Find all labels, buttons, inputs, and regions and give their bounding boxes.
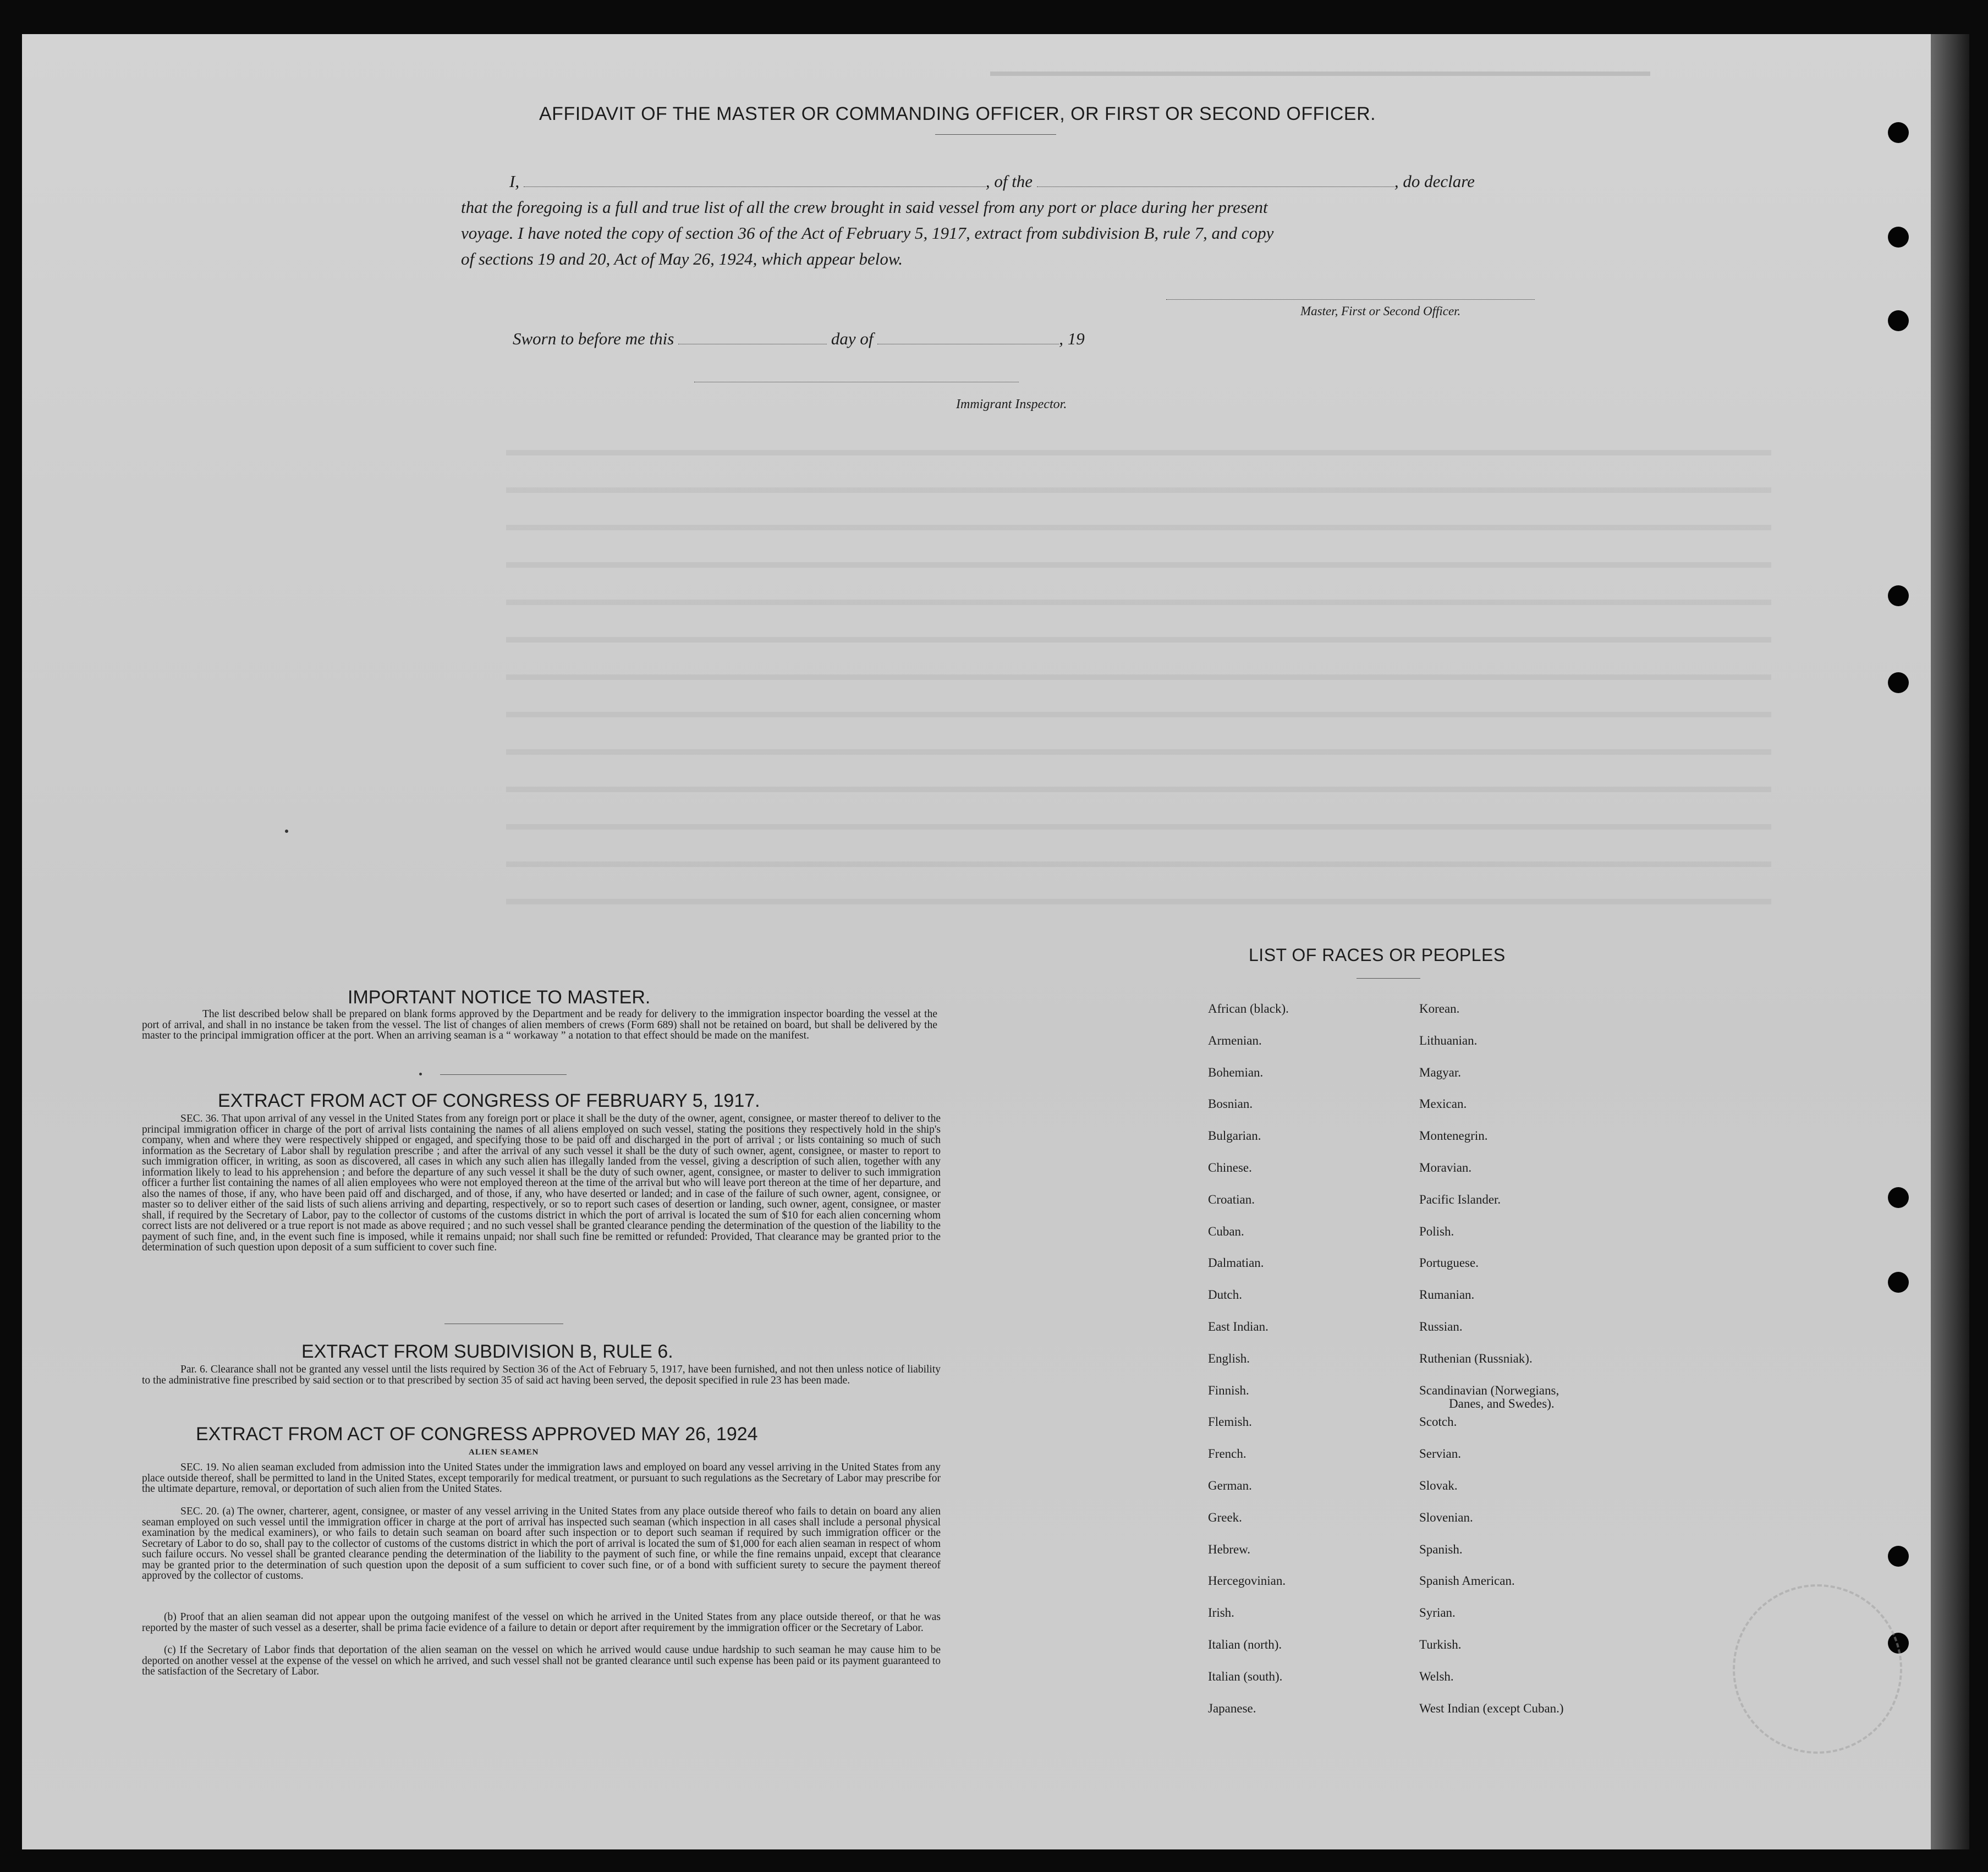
race-item: Armenian. xyxy=(1208,1033,1262,1047)
affidavit-declaration-line xyxy=(509,168,1546,194)
binder-hole xyxy=(1888,310,1909,331)
inspector-label: Immigrant Inspector. xyxy=(956,397,1067,411)
race-item: Bosnian. xyxy=(1208,1097,1253,1111)
race-item: Flemish. xyxy=(1208,1415,1252,1429)
binder-hole xyxy=(1888,227,1909,248)
signature-line[interactable] xyxy=(1166,299,1535,300)
race-item: Servian. xyxy=(1419,1447,1462,1461)
extract-1924-sec20a: SEC. 20. (a) The owner, charterer, agent, consignee, or master of any vessel arriving in the United States from any place outside thereof who fails to detain on board any alien seaman employed on such vessel until the immigration officer in charge at the port of arrival has inspected such seaman (which inspection in all cases shall include a personal physical examination by the medical examiners), or who fails to detain such seaman on board after such inspection or to deport such seaman if required by such immigration officer or the Secretary of Labor to do so, shall pay to the collector of customs of the customs district in which the port of arrival is located the sum of $1,000 for each alien seaman in respect of whom such failure occurs. No vessel shall be granted clearance pending the determination of the liability to the payment of such fine, or while the fine remains unpaid, except that clearance may be granted prior to the determination of such question upon the deposit of a sum sufficient to cover such fine, or of a bond with sufficient surety to secure the payment thereof approved by the collector of customs. xyxy=(142,1506,941,1582)
races-title: LIST OF RACES OR PEOPLES xyxy=(1249,945,1506,965)
affidavit-title: AFFIDAVIT OF THE MASTER OR COMMANDING OFFICER, OR FIRST OR SECOND OFFICER. xyxy=(539,103,1376,124)
race-item: Slovenian. xyxy=(1419,1510,1473,1524)
sworn-prefix: Sworn to before me this xyxy=(513,329,674,348)
extract-1924-title: EXTRACT FROM ACT OF CONGRESS APPROVED MAY 26, 1924 xyxy=(196,1424,758,1445)
extract-1924-sec20c: (c) If the Secretary of Labor finds that deportation of the alien seaman on the vessel on which he arrived would cause undue hardship to such seaman he may cause him to be deported on another vessel at the expense of the vessel on which he arrived, and such vessel shall not be granted clearance until such expense has been paid or its payment guaranteed to the satisfaction of the Secretary of Labor. xyxy=(142,1644,941,1677)
affidavit-body-line-3: of sections 19 and 20, Act of May 26, 1924, which appear below. xyxy=(461,249,903,268)
race-item: Hebrew. xyxy=(1208,1542,1251,1556)
bleed-through-mark xyxy=(990,72,1650,96)
page-edge-shadow xyxy=(1931,34,1969,1849)
race-item: Rumanian. xyxy=(1419,1288,1475,1302)
binder-hole xyxy=(1888,585,1909,606)
race-item: Irish. xyxy=(1208,1606,1234,1620)
race-item: West Indian (except Cuban.) xyxy=(1419,1701,1564,1715)
stray-mark xyxy=(285,830,288,833)
race-item: Polish. xyxy=(1419,1224,1454,1238)
notice-divider xyxy=(440,1074,567,1075)
race-item-first-line: Scandinavian (Norwegians, xyxy=(1419,1383,1559,1397)
race-item: Ruthenian (Russniak). xyxy=(1419,1351,1533,1365)
race-item: Scotch. xyxy=(1419,1415,1457,1429)
race-item: Montenegrin. xyxy=(1419,1129,1488,1143)
sworn-year: , 19 xyxy=(1059,329,1085,348)
race-item: Russian. xyxy=(1419,1319,1463,1333)
race-item: Turkish. xyxy=(1419,1637,1462,1651)
race-item: Italian (north). xyxy=(1208,1637,1282,1651)
notice-title: IMPORTANT NOTICE TO MASTER. xyxy=(348,987,651,1008)
race-item: Pacific Islander. xyxy=(1419,1192,1501,1206)
race-item: Japanese. xyxy=(1208,1701,1256,1715)
name-blank[interactable] xyxy=(524,173,986,187)
race-item: Dutch. xyxy=(1208,1288,1242,1302)
declaration-i: I, xyxy=(509,172,520,191)
rule-6-text: Par. 6. Clearance shall not be granted any vessel until the lists required by Section 36 of the Act of February 5, 1917, have been furnished, and not then unless notice of liability to the administrative fine prescribed by said section or to that prescribed by section 35 of said act having been served, the deposit specified in rule 23 has been made. xyxy=(142,1364,941,1386)
race-item: Lithuanian. xyxy=(1419,1033,1478,1047)
signature-label: Master, First or Second Officer. xyxy=(1300,304,1461,318)
month-blank[interactable] xyxy=(877,331,1059,344)
rule-6-title: EXTRACT FROM SUBDIVISION B, RULE 6. xyxy=(301,1341,673,1362)
race-item: Mexican. xyxy=(1419,1097,1467,1111)
extract-1917-title: EXTRACT FROM ACT OF CONGRESS OF FEBRUARY 5, 1917. xyxy=(218,1090,760,1111)
notice-text: The list described below shall be prepared on blank forms approved by the Department and be ready for delivery to the immigration inspector boarding the vessel at the port of arrival, and shall in no instance be taken from the vessel. The list of changes of alien members of crews (Form 689) shall not be retained on board, but shall be delivered by the master to the principal immigration officer at the port. When an arriving seaman is a “ workaway ” a notation to that effect should be made on the manifest. xyxy=(142,1008,937,1041)
race-item: Italian (south). xyxy=(1208,1669,1283,1683)
race-item: Bulgarian. xyxy=(1208,1129,1261,1143)
race-item: Cuban. xyxy=(1208,1224,1244,1238)
race-item: Chinese. xyxy=(1208,1160,1252,1174)
sworn-line xyxy=(513,329,1085,349)
race-item: Korean. xyxy=(1419,1002,1460,1015)
race-item: English. xyxy=(1208,1351,1250,1365)
extract-1924-sec19: SEC. 19. No alien seaman excluded from admission into the United States under the immigration laws and employed on board any vessel arriving in the United States from any place outside thereof, shall be permitted to land in the United States, except temporarily for medical treatment, or pursuant to such regulations as the Secretary of Labor may prescribe for the ultimate departure, removal, or deportation of such alien from the United States. xyxy=(142,1462,941,1495)
binder-hole xyxy=(1888,1272,1909,1293)
race-item: Welsh. xyxy=(1419,1669,1454,1683)
race-item: East Indian. xyxy=(1208,1319,1268,1333)
race-item: Bohemian. xyxy=(1208,1065,1264,1079)
race-item: Moravian. xyxy=(1419,1160,1472,1174)
binder-hole xyxy=(1888,1187,1909,1208)
extract-1924-subtitle: ALIEN SEAMEN xyxy=(469,1448,539,1457)
race-item: Slovak. xyxy=(1419,1478,1458,1492)
sworn-day-of: day of xyxy=(831,329,874,348)
race-item xyxy=(1419,1384,1564,1416)
declaration-of-the: , of the xyxy=(985,172,1033,191)
extract-1917-text: SEC. 36. That upon arrival of any vessel in the United States from any foreign port or place it shall be the duty of the owner, agent, consignee, or master thereof to deliver to the principal immigration officer in charge of the port of arrival lists containing the names of all aliens employed on such vessel, stating the positions they respectively hold in the ship's company, when and where they were respectively shipped or engaged, and specifying those to be paid off and discharged in the port of arrival ; or lists containing so much of such information as the Secretary of Labor shall by regulation prescribe ; and after the arrival of any such vessel it shall be the duty of such owner, agent, consignee, or master to report to such immigration officer, in writing, as soon as discovered, all cases in which any such alien has illegally landed from the vessel, giving a description of such alien, together with any information likely to lead to his apprehension ; and before the departure of any such vessel it shall be the duty of such owner, agent, consignee, or master to deliver to such immigration officer a further list containing the names of all alien employees who were not employed thereon at the time of the arrival but who will leave port thereon at the time of her departure, and also the names of those, if any, who have been paid off and discharged, and of those, if any, who have deserted or landed; and in case of the failure of such owner, agent, consignee, or master so to deliver either of the said lists of such aliens arriving and departing, respectively, or so to report such cases of desertion or landing, such owner, agent, consignee, or master shall, if required by the Secretary of Labor, pay to the collector of customs of the customs district in which the port of arrival is located the sum of $10 for each alien concerning whom correct lists are not delivered or a true report is not made as above required ; and no such vessel shall be granted clearance pending the determination of the question of the liability to the payment of such fine, and, in the event such fine is imposed, while it remains unpaid; nor shall such fine be remitted or refunded: Provided, That clearance may be granted prior to the determination of such question upon deposit of a sum sufficient to cover such fine. xyxy=(142,1113,941,1253)
race-item: Portuguese. xyxy=(1419,1256,1479,1270)
binder-hole xyxy=(1888,1546,1909,1567)
declaration-end: , do declare xyxy=(1394,172,1475,191)
race-item: Magyar. xyxy=(1419,1065,1462,1079)
race-item: German. xyxy=(1208,1478,1252,1492)
race-item: Spanish. xyxy=(1419,1542,1463,1556)
race-item: Syrian. xyxy=(1419,1606,1456,1620)
races-column-2 xyxy=(1419,1002,1564,1733)
extract-1924-sec20b: (b) Proof that an alien seaman did not appear upon the outgoing manifest of the vessel on which he arrived in the United States from any place outside thereof, or that he was reported by the master of such vessel as a deserter, shall be prima facie evidence of a failure to detain or deport after requirement by the immigration officer or the Secretary of Labor. xyxy=(142,1611,941,1634)
binder-hole xyxy=(1888,672,1909,693)
title-divider xyxy=(935,134,1056,135)
binder-hole xyxy=(1888,122,1909,143)
race-item: Dalmatian. xyxy=(1208,1256,1264,1270)
races-divider xyxy=(1357,978,1420,979)
race-item: Greek. xyxy=(1208,1510,1242,1524)
bleed-through-mark xyxy=(506,418,1771,913)
race-item-continuation: Danes, and Swedes). xyxy=(1449,1396,1555,1410)
embossed-seal xyxy=(1733,1584,1902,1754)
vessel-blank[interactable] xyxy=(1037,173,1394,187)
affidavit-body-line-1: that the foregoing is a full and true list of all the crew brought in said vessel from any port or place during her present xyxy=(461,197,1268,217)
race-item: Spanish American. xyxy=(1419,1574,1515,1588)
race-item: African (black). xyxy=(1208,1002,1289,1015)
race-item: Finnish. xyxy=(1208,1383,1249,1397)
affidavit-body-line-2: voyage. I have noted the copy of section 36 of the Act of February 5, 1917, extract from subdivision B, rule 7, and copy xyxy=(461,223,1274,243)
race-item: Hercegovinian. xyxy=(1208,1574,1286,1588)
races-column-1 xyxy=(1208,1002,1289,1733)
race-item: French. xyxy=(1208,1447,1246,1461)
stray-mark xyxy=(419,1073,422,1075)
day-blank[interactable] xyxy=(678,331,827,344)
race-item: Croatian. xyxy=(1208,1192,1255,1206)
